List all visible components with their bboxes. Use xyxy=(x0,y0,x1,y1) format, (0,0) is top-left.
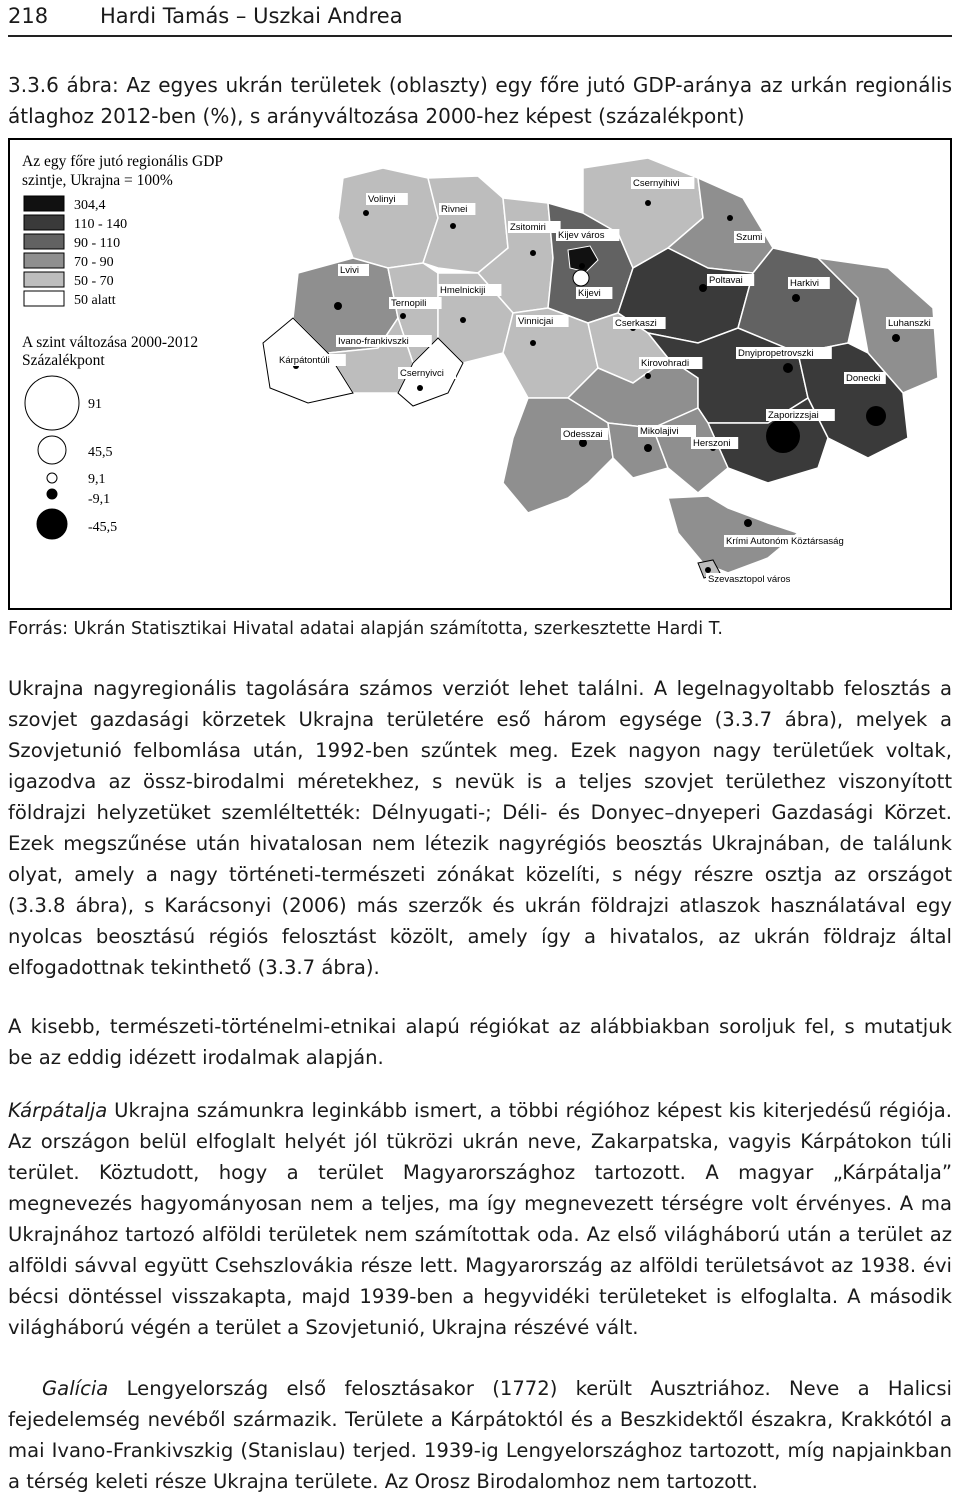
circle-csernyihivi xyxy=(645,200,651,206)
paragraph-2: A kisebb, természeti-történelmi-etnikai alapú régiókat az alábbiakban soroljuk fel, s mutatjuk be az eddig idézett irodalmak alapján. xyxy=(8,1015,952,1069)
legend-circle-label-0: 91 xyxy=(88,397,102,412)
map-label-20: Donecki xyxy=(846,373,881,384)
legend-title-2: szintje, Ukrajna = 100% xyxy=(22,172,173,189)
map-label-18: Kirovohradi xyxy=(641,358,690,369)
map-label-9: Kijevi xyxy=(578,288,601,299)
map-label-17: Csernyivci xyxy=(400,368,444,379)
legend-swatch-1 xyxy=(24,215,64,230)
legend-circle-label-3: -9,1 xyxy=(88,492,111,507)
circle-ternopili xyxy=(400,313,406,319)
circle-mikolajivi xyxy=(644,444,652,452)
header-rule xyxy=(8,35,952,37)
svg-text:A szint változása 2000-2012 xyxy=(22,334,198,351)
map-label-26: Szevasztopol város xyxy=(708,574,791,585)
legend-circle-4 xyxy=(37,509,67,539)
circle-szevasztopol xyxy=(705,567,711,573)
map-label-8: Hmelnickiji xyxy=(440,285,486,296)
legend-circle-label-4: -45,5 xyxy=(88,520,118,535)
circle-harkivi xyxy=(792,294,800,302)
circle-csernyivci xyxy=(417,385,423,391)
circle-kijev-varos xyxy=(573,270,589,286)
circle-zsitomiri xyxy=(530,250,536,256)
paragraph-3 xyxy=(8,1095,952,1343)
map-svg xyxy=(8,138,952,610)
term-karpatalja: Kárpátalja xyxy=(8,1099,108,1122)
legend-swatch-4 xyxy=(24,272,64,287)
map-label-24: Herszoni xyxy=(693,438,731,449)
circle-volinyi xyxy=(363,210,369,216)
map-label-5: Szumi xyxy=(736,232,763,243)
figure-caption: 3.3.6 ábra: Az egyes ukrán területek (oblaszty) egy főre jutó GDP-aránya az urkán regionális átlaghoz 2012-ben (%), s arányváltozása 2000-hez képest (százalékpont) xyxy=(8,73,952,128)
legend-swatch-3 xyxy=(24,253,64,268)
legend-class-label-5: 50 alatt xyxy=(74,293,116,308)
paragraph-4 xyxy=(8,1373,952,1497)
legend-swatch-0 xyxy=(24,196,64,211)
legend-swatch-5 xyxy=(24,291,64,306)
legend-circle-1 xyxy=(38,436,66,464)
map-label-13: Cserkaszi xyxy=(615,318,657,329)
map-label-25: Krími Autonóm Köztársaság xyxy=(726,536,844,547)
circle-poltavai xyxy=(699,284,707,292)
circle-krim xyxy=(744,519,752,527)
map-label-16: Kárpátontúli xyxy=(279,355,330,366)
map-label-21: Zaporizzsjai xyxy=(768,410,819,421)
legend-class-label-1: 110 - 140 xyxy=(74,217,128,232)
circle-odesszai xyxy=(579,439,587,447)
map-label-3: Kijev város xyxy=(558,230,605,241)
page-number: 218 xyxy=(8,4,49,28)
map-label-4: Csernyihivi xyxy=(633,178,680,189)
paragraph-4-text: Lengyelország első felosztásakor (1772) került Ausztriához. Neve a Halicsi fejedelemség nevéből származik. Területe a Kárpátoktól és a Beszkidektől északra, Krakkótól a mai Ivano-Frankivszkig (Stanislau) terjed. 1939-ig Lengyelországhoz tartozott, míg napjainkban a térség keleti része Ukrajna területe. Az Orosz Birodalomhoz nem tartozott. xyxy=(8,1377,952,1493)
map-label-10: Poltavai xyxy=(709,275,743,286)
legend-circle-label-2: 9,1 xyxy=(88,472,106,487)
circle-rivnei xyxy=(450,223,456,229)
circle-dnyipropetrovszki xyxy=(783,363,793,373)
legend-circle-3 xyxy=(47,489,57,499)
legend-class-label-4: 50 - 70 xyxy=(74,274,114,289)
svg-text:Százalékpont xyxy=(22,352,105,369)
circle-zaporizzsjai xyxy=(766,419,800,453)
running-head-authors: Hardi Tamás – Uszkai Andrea xyxy=(100,4,403,28)
circle-vinnicjai xyxy=(530,340,536,346)
map-label-7: Ternopili xyxy=(391,298,427,309)
map-label-1: Rivnei xyxy=(441,204,468,215)
circle-hmelnickiji xyxy=(460,317,466,323)
circle-luhanszki xyxy=(892,334,900,342)
legend-change-title-2: Százalékpont xyxy=(22,352,105,369)
map-label-11: Harkivi xyxy=(790,278,820,289)
map-label-2: Zsitomiri xyxy=(510,222,546,233)
circle-szumi xyxy=(727,215,733,221)
legend-circle-0 xyxy=(25,376,79,430)
map-label-12: Vinnicjai xyxy=(518,316,554,327)
term-galicia: Galícia xyxy=(42,1377,109,1400)
legend-class-label-2: 90 - 110 xyxy=(74,236,121,251)
circle-kirovohradi xyxy=(645,373,651,379)
figure-map xyxy=(8,138,952,610)
legend-class-label-0: 304,4 xyxy=(74,198,106,213)
svg-text:szintje, Ukrajna = 100% xyxy=(22,172,173,189)
map-label-0: Volinyi xyxy=(368,194,396,205)
legend-title-1: Az egy főre jutó regionális GDP xyxy=(22,153,224,170)
legend-change-title-1: A szint változása 2000-2012 xyxy=(22,334,199,351)
map-label-23: Mikolajivi xyxy=(640,426,679,437)
circle-kijevi xyxy=(579,263,585,269)
circle-donecki xyxy=(866,406,886,426)
legend-circle-2 xyxy=(47,473,57,483)
map-label-22: Odesszai xyxy=(563,429,603,440)
page-header xyxy=(8,0,952,36)
figure-source: Forrás: Ukrán Statisztikai Hivatal adatai alapján számította, szerkesztette Hardi T. xyxy=(8,619,723,639)
circle-lvivi xyxy=(334,302,342,310)
map-label-15: Ivano-frankivszki xyxy=(338,336,409,347)
map-label-6: Lvivi xyxy=(340,265,360,276)
svg-text:Az egy főre jutó regionális GD xyxy=(22,153,223,170)
map-label-14: Luhanszki xyxy=(888,318,931,329)
legend-class-label-3: 70 - 90 xyxy=(74,255,114,270)
legend-circle-label-1: 45,5 xyxy=(88,445,113,460)
paragraph-1: Ukrajna nagyregionális tagolására számos verziót lehet találni. A legelnagyoltabb felosztás a szovjet gazdasági körzetek Ukrajna területére eső három egysége (3.3.7 ábra), melyek a Szovjetunió felbomlása után, 1992-ben szűntek meg. Ezek nagyon nagy területűek voltak, igazodva az össz-birodalmi méretekhez, s nevük is a teljes szovjet területhez viszonyított földrajzi helyzetüket szemléltették: Délnyugati-; Déli- és Donyec–dnyeperi Gazdasági Körzet. Ezek megszűnése után hivatalosan nem létezik nagyrégiós beosztás Ukrajnában, de találunk olyat, amely a nagy történeti-természeti zónákat közelíti, s négy részre osztja az országot (3.3.8 ábra), s Karácsonyi (2006) más szerzők és ukrán földrajzi atlaszok használatával egy nyolcas beosztású régiós felosztást közölt, amely így a hivatalos, az ukrán földrajz által elfogadottnak tekinthető (3.3.7 ábra). xyxy=(8,677,952,979)
map-label-19: Dnyipropetrovszki xyxy=(738,348,814,359)
paragraph-3-text: Ukrajna számunkra leginkább ismert, a többi régióhoz képest kis kiterjedésű régiója. Az országon belül elfoglalt helyét jól tükrözi ukrán neve, Zakarpatska, vagyis Kárpátokon túli terület. Köztudott, hogy a terület Magyarországhoz tartozott. A magyar „Kárpátalja” megnevezés hagyományosan nem a teljes, ma így megnevezett térségre volt érvényes. A ma Ukrajnához tartozó alföldi területek nem számítottak oda. Az első világháború után a terület az alföldi sávval együtt Csehszlovákia része lett. Magyarország az alföldi területsávot az 1938. évi bécsi döntéssel visszakapta, majd 1939-ben a hegyvidéki területeket is elfoglalta. A második világháború végén a terület a Szovjetunió, Ukrajna részévé vált. xyxy=(8,1099,952,1339)
region-volinyi xyxy=(338,168,438,268)
legend-swatch-2 xyxy=(24,234,64,249)
